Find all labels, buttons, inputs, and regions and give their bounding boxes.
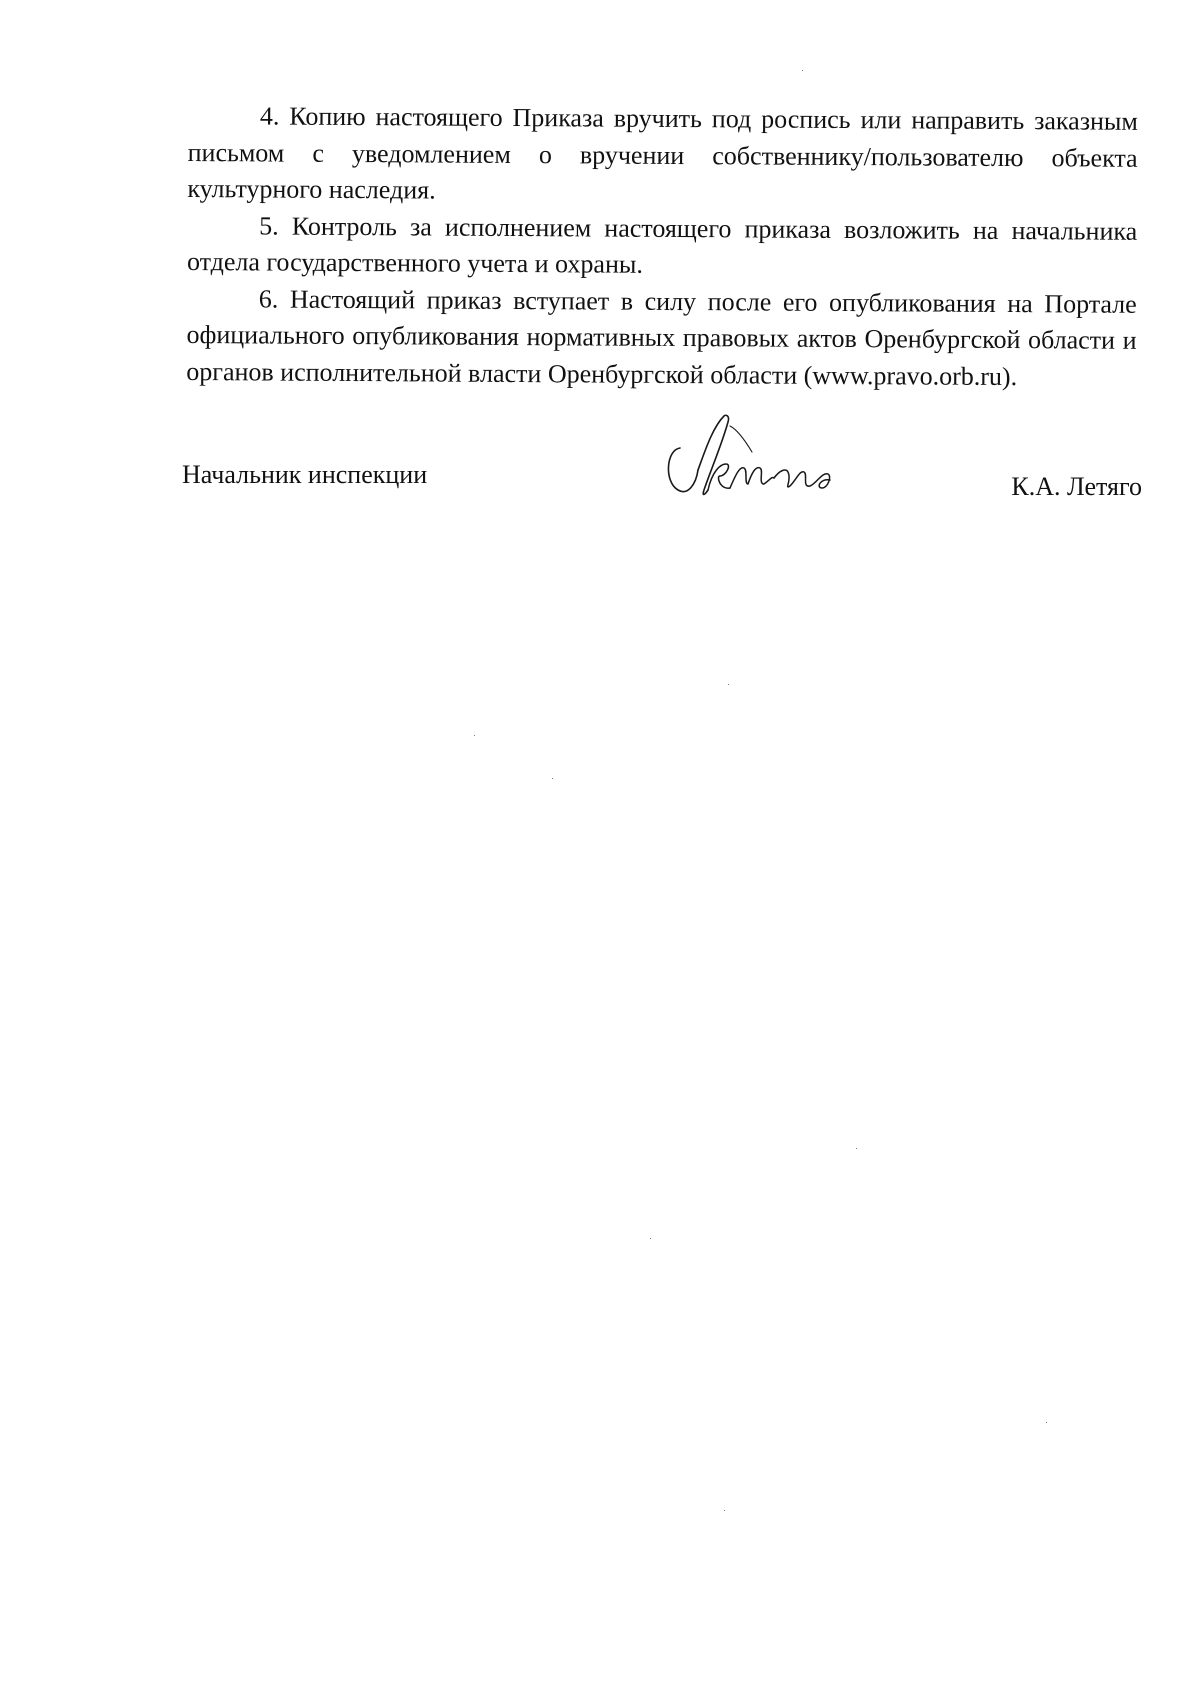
scan-speck bbox=[856, 1148, 857, 1149]
scan-speck bbox=[650, 1238, 651, 1239]
document-body bbox=[186, 98, 1138, 396]
scan-speck bbox=[552, 778, 553, 779]
paragraph-5: 5. Контроль за исполнением настоящего приказа возложить на начальника отдела государственного учета и охраны. bbox=[186, 210, 1138, 279]
scan-speck bbox=[724, 1510, 725, 1511]
paragraph-6: 6. Настоящий приказ вступает в силу после его опубликования на Портале официального опубликования нормативных правовых актов Оренбургской области и органов исполнительной власти Оренбургской области (www.pravo.orb.ru). bbox=[186, 283, 1137, 391]
signer-name: К.А. Летяго bbox=[1011, 472, 1142, 501]
scan-speck bbox=[1046, 1422, 1047, 1423]
signature-block bbox=[182, 420, 1142, 510]
scan-speck bbox=[802, 70, 803, 71]
handwritten-signature bbox=[660, 410, 860, 510]
scan-speck bbox=[474, 735, 475, 736]
paragraph-4: 4. Копию настоящего Приказа вручить под роспись или направить заказным письмом с уведомлением о вручении собственнику/пользователю объекта культурного наследия. bbox=[187, 101, 1138, 205]
signer-position: Начальник инспекции bbox=[182, 460, 428, 489]
scan-speck bbox=[728, 684, 729, 685]
